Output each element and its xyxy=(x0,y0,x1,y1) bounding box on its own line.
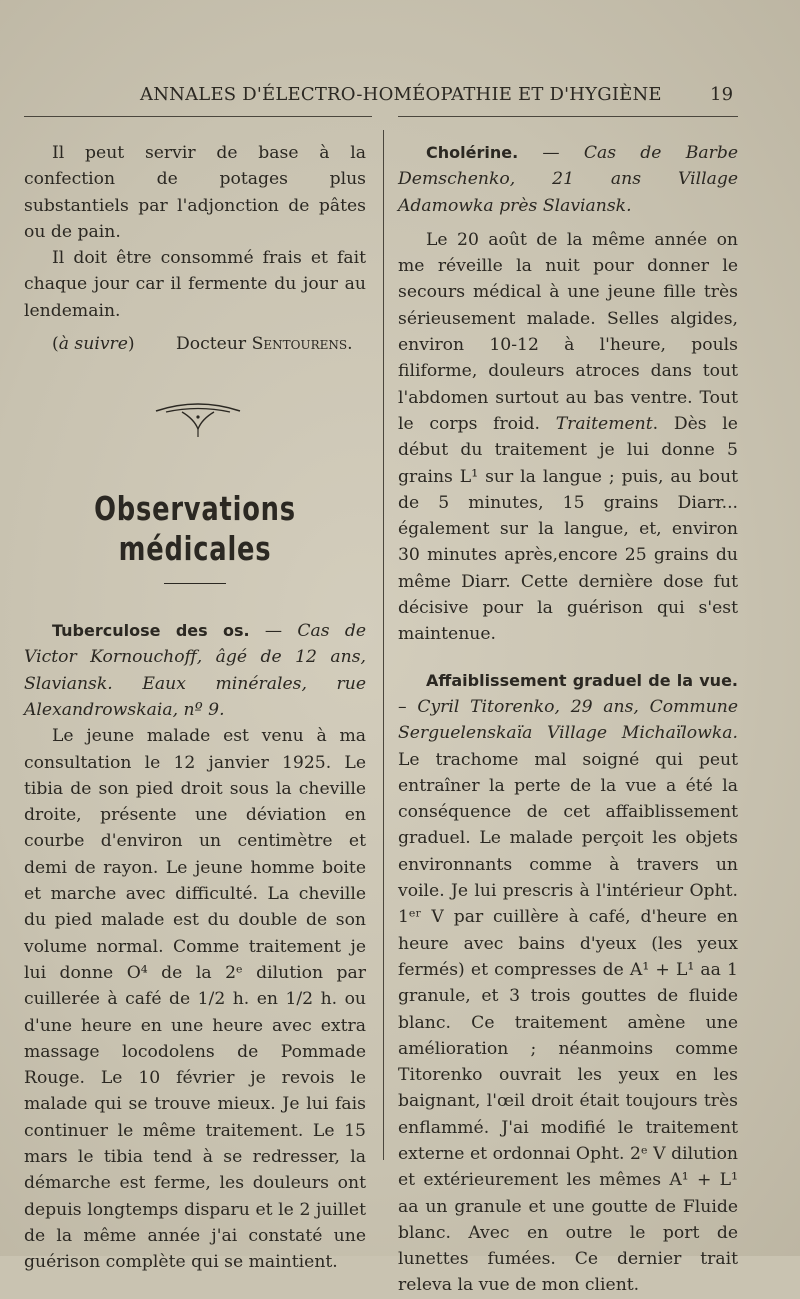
case-tuberculosis-body: Le jeune malade est venu à ma consultation le 12 janvier 1925. Le tibia de son pied droit sous la cheville droite, présente une déviation en courbe d'environ un centimètre et demi de rayon. Le jeune homme boite et marche avec difficulté. La cheville du pied malade est du double de son volume normal. Comme traitement je lui donne O⁴ de la 2ᵉ dilution par cuillerée à café de 1/2 h. en 1/2 h. ou d'une heure en une heure avec extra massage locodolens de Pommade Rouge. Le 10 février je revois le malade qui se trouve mieux. Je lui fais continuer le même traitement. Le 15 mars le tibia tend à se redresser, la démarche est ferme, les douleurs ont depuis longtemps disparu et le 2 juillet de la même année j'ai constaté une guérison complète qui se maintient. xyxy=(24,726,366,1273)
to-be-continued: (à suivre) xyxy=(52,334,135,355)
section-title: Observations médicales xyxy=(94,489,296,569)
section-title-rule xyxy=(164,583,226,584)
author-signature: Docteur Sentourens. xyxy=(176,334,353,355)
paragraph-soup-use: Il peut servir de base à la confection de potages plus substantiels par l'adjonction de pâtes ou de pain. xyxy=(24,143,366,242)
running-title: ANNALES D'ÉLECTRO-HOMÉOPATHIE ET D'HYGIÈNE xyxy=(140,84,662,105)
header-rule-left xyxy=(24,116,372,117)
case-cholerine-intro: Cholérine. — Cas de Barbe Demschenko, 21 ans Village Adamowka près Slaviansk. xyxy=(398,143,738,216)
column-divider xyxy=(383,130,384,1160)
decorative-ornament-icon xyxy=(152,399,244,439)
case-cholerine-body: Le 20 août de la même année on me réveille la nuit pour donner le secours médical à une jeune fille très sérieusement malade. Selles algides, environ 10-12 à l'heure, pouls filiforme, douleurs atroces dans tout l'abdomen surtout au bas ventre. Tout le corps froid. Traitement. Dès le début du traitement je lui donne 5 grains L¹ sur la langue ; puis, au bout de 5 minutes, 15 grains Diarr... également sur la langue, et, environ 30 minutes après,encore 25 grains du même Diarr. Cette dernière dose fut décisive pour la guérison qui s'est maintenue. xyxy=(398,229,738,645)
case-tuberculosis-intro: Tuberculose des os. — Cas de Victor Kornouchoff, âgé de 12 ans, Slaviansk. Eaux minérales, rue Alexandrowskaia, nº 9. xyxy=(24,621,366,720)
paragraph-soup-fresh: Il doit être consommé frais et fait chaque jour car il fermente du jour au lendemain. xyxy=(24,248,366,321)
case-vision-body: Affaiblissement graduel de la vue. – Cyril Titorenko, 29 ans, Commune Serguelenskaïa Village Michaïlowka. Le trachome mal soigné qui peut entraîner la perte de la vue a été la conséquence de cet affaiblissement graduel. Le malade perçoit les objets environnants comme à travers un voile. Je lui prescris à l'intérieur Opht. 1ᵉʳ V par cuillère à café, d'heure en heure avec bains d'yeux (les yeux fermés) et compresses de A¹ + L¹ aa 1 granule, et 3 trois gouttes de fluide blanc. Ce traitement amène une amélioration ; néanmoins comme Titorenko ouvrait les yeux en les baignant, l'œil droit était toujours très enflammé. J'ai modifié le traitement externe et ordonnai Opht. 2ᵉ V dilution et extérieurement les mêmes A¹ + L¹ aa un granule et une goutte de Fluide blanc. Avec en outre le port de lunettes fumées. Ce dernier trait releva la vue de mon client. xyxy=(398,670,738,1296)
left-column xyxy=(24,140,366,1276)
running-head xyxy=(0,84,800,110)
page-number: 19 xyxy=(710,84,734,105)
right-column xyxy=(398,140,738,1299)
header-rule-right xyxy=(398,116,738,117)
signature-line xyxy=(24,331,366,357)
